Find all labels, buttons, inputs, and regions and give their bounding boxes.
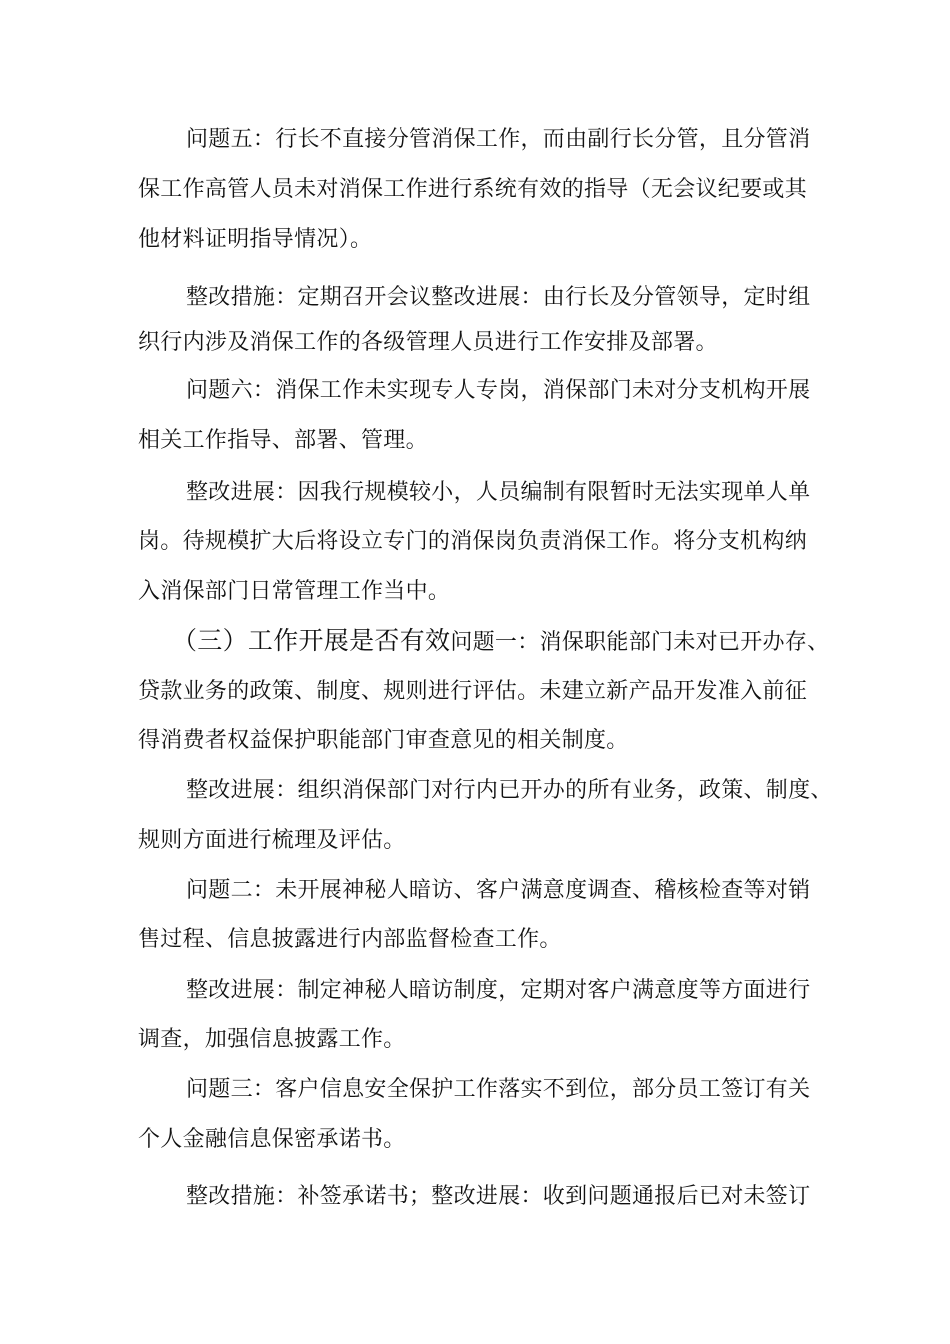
- paragraph-line: 岗。待规模扩大后将设立专门的消保岗负责消保工作。将分支机构纳: [138, 529, 808, 554]
- paragraph-line: 规则方面进行梳理及评估。: [138, 828, 406, 853]
- paragraph-line: 整改进展：组织消保部门对行内已开办的所有业务，政策、制度、: [186, 778, 833, 803]
- paragraph-line: 整改措施：定期召开会议整改进展：由行长及分管领导，定时组: [186, 285, 811, 310]
- paragraph-line: 贷款业务的政策、制度、规则进行评估。未建立新产品开发准入前征: [138, 679, 808, 704]
- paragraph-line: 问题五：行长不直接分管消保工作，而由副行长分管，且分管消: [186, 127, 811, 152]
- paragraph-line: 整改进展：因我行规模较小，人员编制有限暂时无法实现单人单: [186, 480, 811, 505]
- paragraph-line: 入消保部门日常管理工作当中。: [138, 579, 451, 604]
- paragraph-line: 织行内涉及消保工作的各级管理人员进行工作安排及部署。: [138, 330, 718, 355]
- paragraph-line: 售过程、信息披露进行内部监督检查工作。: [138, 927, 562, 952]
- paragraph-line: 个人金融信息保密承诺书。: [138, 1127, 406, 1152]
- paragraph-line: 保工作高管人员未对消保工作进行系统有效的指导（无会议纪要或其: [138, 177, 808, 202]
- paragraph-line: 问题二：未开展神秘人暗访、客户满意度调查、稽核检查等对销: [186, 878, 811, 903]
- paragraph-line: 相关工作指导、部署、管理。: [138, 428, 428, 453]
- paragraph-line: 他材料证明指导情况）。: [138, 227, 373, 252]
- paragraph-line: 整改进展：制定神秘人暗访制度，定期对客户满意度等方面进行: [186, 978, 811, 1003]
- paragraph-line: 问题一：消保职能部门未对已开办存、: [450, 630, 830, 655]
- paragraph-line: 问题三：客户信息安全保护工作落实不到位，部分员工签订有关: [186, 1077, 811, 1102]
- paragraph-line: 调查，加强信息披露工作。: [138, 1027, 406, 1052]
- paragraph-line: 整改措施：补签承诺书；整改进展：收到问题通报后已对未签订: [186, 1184, 811, 1209]
- paragraph-line: 得消费者权益保护职能部门审查意见的相关制度。: [138, 728, 629, 753]
- paragraph-line: 问题六：消保工作未实现专人专岗，消保部门未对分支机构开展: [186, 378, 811, 403]
- section-heading: （三）工作开展是否有效: [172, 626, 451, 655]
- section-heading-line: [172, 626, 872, 658]
